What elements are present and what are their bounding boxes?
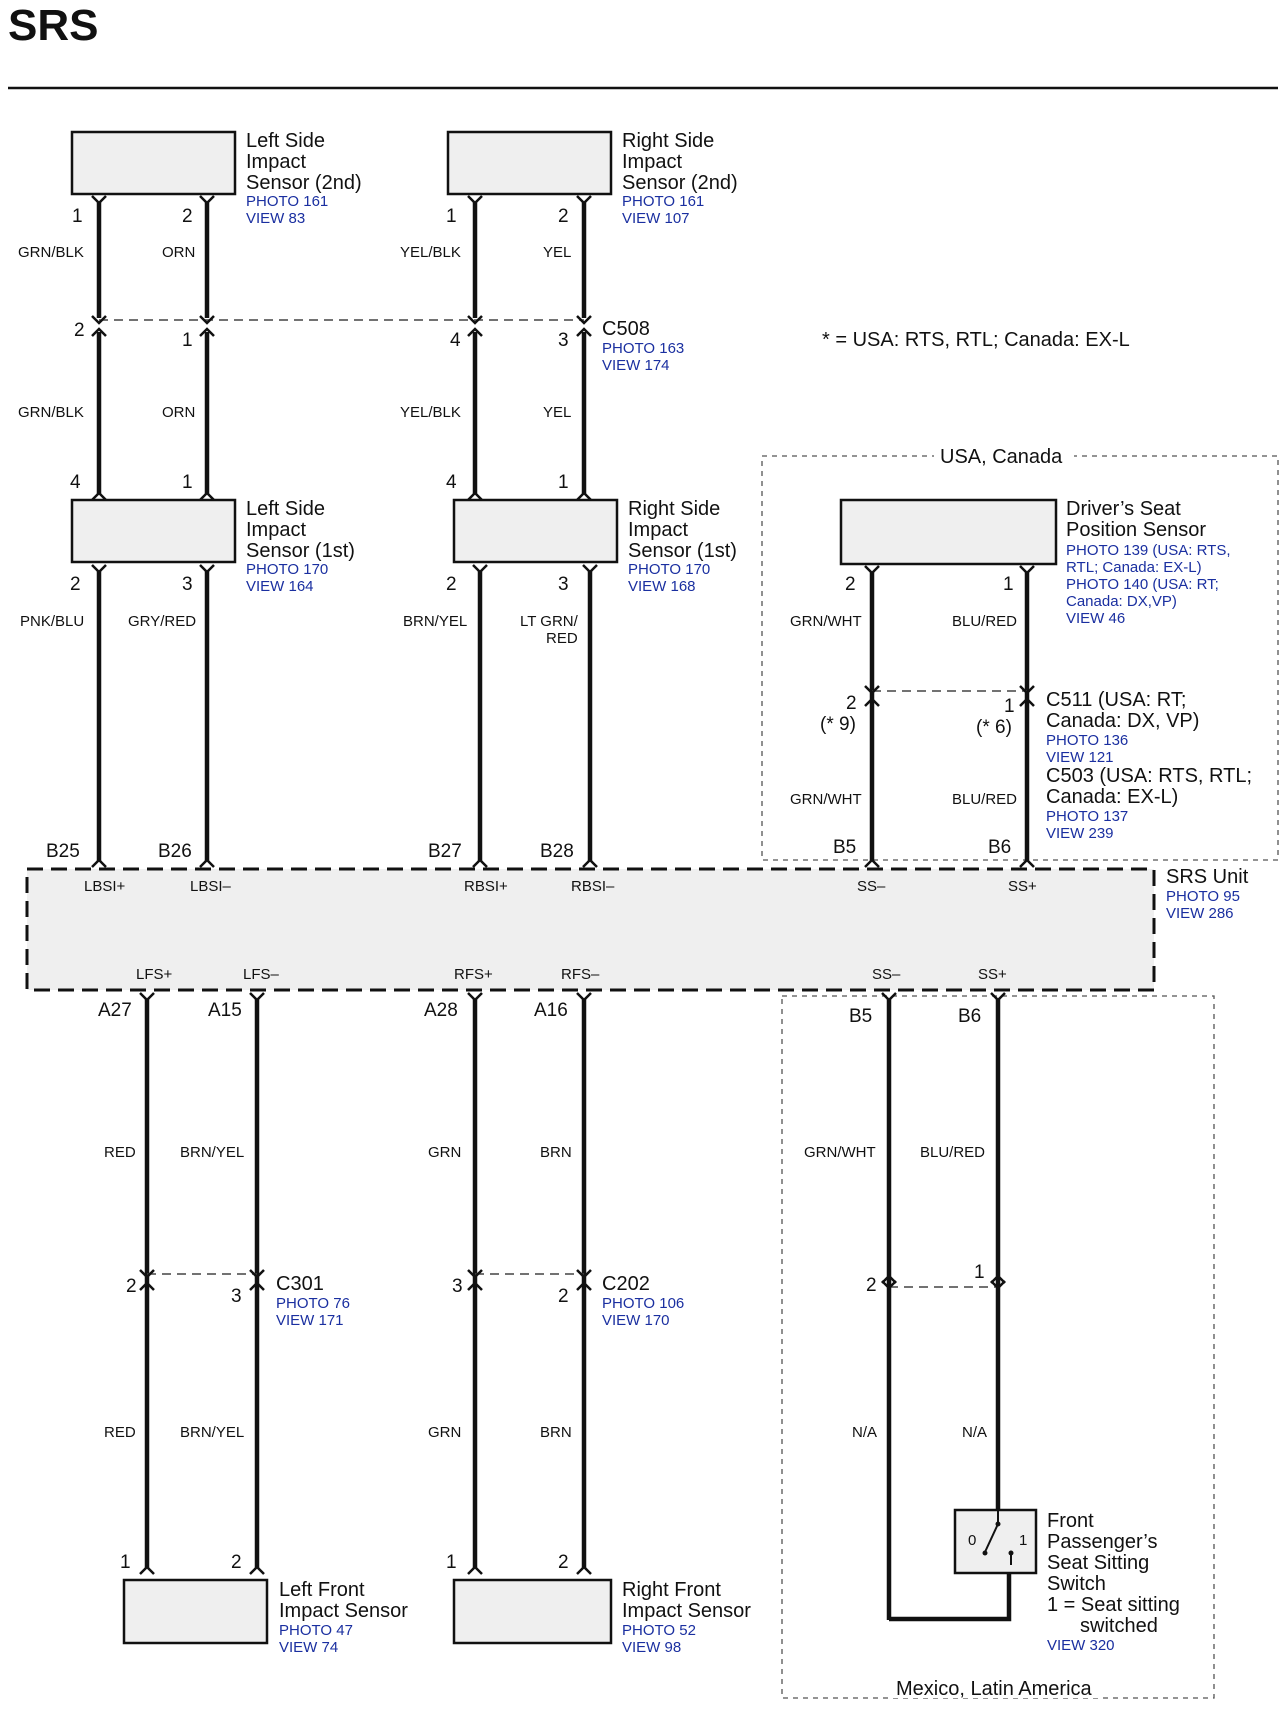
srs-pin-b25: B25	[46, 841, 80, 862]
fpss-label-6: switched	[1080, 1615, 1158, 1637]
right-front-impact-sensor	[454, 1580, 611, 1643]
wire-label-orn-1: ORN	[162, 244, 196, 261]
c511-photo: PHOTO 136	[1046, 732, 1129, 749]
wire-label-grn-wht-3: GRN/WHT	[804, 1144, 876, 1161]
c503-label-2: Canada: EX-L)	[1046, 786, 1179, 808]
c503-label-1: C503 (USA: RTS, RTL;	[1046, 765, 1252, 787]
c202-photo: PHOTO 106	[602, 1295, 685, 1312]
region-usa-canada-label: USA, Canada	[940, 446, 1063, 468]
rss1-label-2: Impact	[628, 519, 689, 541]
srs-unit-name: SRS Unit	[1166, 866, 1249, 888]
c301-pin-2: 2	[126, 1276, 137, 1297]
c508-pin-2: 2	[74, 320, 85, 341]
wire-label-grn-2: GRN	[428, 1424, 462, 1441]
wire-label-lt-grn-1: LT GRN/	[520, 613, 578, 630]
dsps-ref-3: PHOTO 140 (USA: RT;	[1066, 576, 1219, 593]
rfis-photo: PHOTO 52	[622, 1622, 696, 1639]
right-side-impact-sensor-1st	[454, 500, 617, 562]
connector-c202	[468, 1270, 591, 1290]
rfis-label-2: Impact Sensor	[622, 1600, 751, 1622]
dsps-ref-1: PHOTO 139 (USA: RTS,	[1066, 542, 1231, 559]
fpss-label-3: Seat Sitting	[1047, 1552, 1150, 1574]
srs-unit-view: VIEW 286	[1166, 905, 1234, 922]
rss1-photo: PHOTO 170	[628, 561, 711, 578]
left-side-impact-sensor-1st	[72, 500, 235, 562]
wire-label-brn-yel-1: BRN/YEL	[403, 613, 468, 630]
rfis-pin-1: 1	[446, 1552, 457, 1573]
wire-label-yel-blk-1: YEL/BLK	[400, 244, 461, 261]
dsps-ref-4: Canada: DX,VP)	[1066, 593, 1177, 610]
srs-pin-b26: B26	[158, 841, 192, 862]
c202-name: C202	[602, 1273, 650, 1295]
lss1-pin-1: 1	[182, 472, 193, 493]
wire-label-blu-red-3: BLU/RED	[920, 1144, 986, 1161]
wire-label-yel-1: YEL	[543, 244, 572, 261]
c511-label-2: Canada: DX, VP)	[1046, 710, 1200, 732]
lss2-view: VIEW 83	[246, 210, 306, 227]
drivers-seat-position-sensor	[841, 500, 1056, 564]
rss1-label-1: Right Side	[628, 498, 721, 520]
fpss-label-4: Switch	[1047, 1573, 1106, 1595]
wire-label-red-1: RED	[104, 1144, 136, 1161]
c511-pin-1: 1	[1004, 696, 1015, 717]
wire-label-na-1: N/A	[852, 1424, 878, 1441]
lss2-pin-1: 1	[72, 206, 83, 227]
rfis-pin-2: 2	[558, 1552, 569, 1573]
srs-pin-b27: B27	[428, 841, 462, 862]
srs-term-lfs-minus: LFS–	[243, 966, 279, 983]
dsps-pin-1: 1	[1003, 574, 1014, 595]
srs-pin-a15: A15	[208, 1000, 242, 1021]
lss1-pin-3: 3	[182, 574, 193, 595]
rss2-label-3: Sensor (2nd)	[622, 172, 738, 194]
wire-label-brn-yel-2: BRN/YEL	[180, 1144, 245, 1161]
wire-label-grn-blk-2: GRN/BLK	[18, 404, 84, 421]
lss1-view: VIEW 164	[246, 578, 314, 595]
left-front-impact-sensor	[124, 1580, 267, 1643]
wire-label-yel-2: YEL	[543, 404, 572, 421]
rss2-photo: PHOTO 161	[622, 193, 705, 210]
c301-photo: PHOTO 76	[276, 1295, 350, 1312]
srs-pin-b5-bot: B5	[849, 1006, 873, 1027]
connector-c301	[140, 1270, 264, 1290]
wire-label-brn-1: BRN	[540, 1144, 572, 1161]
rss2-pin-2: 2	[558, 206, 569, 227]
connector-c508	[92, 316, 591, 336]
srs-term-rbsi-minus: RBSI–	[571, 878, 615, 895]
c202-pin-3: 3	[452, 1276, 463, 1297]
rss1-pin-4: 4	[446, 472, 457, 493]
c503-photo: PHOTO 137	[1046, 808, 1129, 825]
wire-label-grn-1: GRN	[428, 1144, 462, 1161]
lfis-pin-2: 2	[231, 1552, 242, 1573]
lss1-photo: PHOTO 170	[246, 561, 329, 578]
left-side-impact-sensor-2nd	[72, 132, 235, 194]
c511-pin-2: 2	[846, 693, 857, 714]
wire-label-blu-red-1: BLU/RED	[952, 613, 1018, 630]
rss1-pin-3: 3	[558, 574, 569, 595]
fpss-label-1: Front	[1047, 1510, 1094, 1532]
page-title: SRS	[8, 1, 99, 50]
srs-term-ss-minus-top: SS–	[857, 878, 886, 895]
srs-term-rfs-minus: RFS–	[561, 966, 600, 983]
c301-view: VIEW 171	[276, 1312, 344, 1329]
lfis-photo: PHOTO 47	[279, 1622, 353, 1639]
lss2-label-1: Left Side	[246, 130, 325, 152]
dsps-pin-2: 2	[845, 574, 856, 595]
srs-unit-photo: PHOTO 95	[1166, 888, 1240, 905]
rfis-label-1: Right Front	[622, 1579, 721, 1601]
wires-bottom	[140, 993, 1009, 1620]
c202-pin-2: 2	[558, 1286, 569, 1307]
region-mexico-label: Mexico, Latin America	[896, 1678, 1092, 1700]
srs-pin-b6-bot: B6	[958, 1006, 982, 1027]
wire-label-blu-red-2: BLU/RED	[952, 791, 1018, 808]
c511-pin-1-alt: (* 6)	[976, 717, 1012, 738]
srs-term-rbsi-plus: RBSI+	[464, 878, 508, 895]
rfis-view: VIEW 98	[622, 1639, 682, 1656]
c503-view: VIEW 239	[1046, 825, 1114, 842]
c508-pin-3: 3	[558, 330, 569, 351]
fpss-label-2: Passenger’s	[1047, 1531, 1158, 1553]
srs-pin-b28: B28	[540, 841, 574, 862]
wires-low-segment	[92, 565, 597, 867]
srs-term-rfs-plus: RFS+	[454, 966, 493, 983]
c511-pin-2-alt: (* 9)	[820, 714, 856, 735]
lss2-label-2: Impact	[246, 151, 307, 173]
c301-name: C301	[276, 1273, 324, 1295]
rss1-pin-2: 2	[446, 574, 457, 595]
srs-pin-b6-top: B6	[988, 837, 1012, 858]
c508-photo: PHOTO 163	[602, 340, 685, 357]
lfis-pin-1: 1	[120, 1552, 131, 1573]
right-side-impact-sensor-2nd	[448, 132, 611, 194]
wire-label-yel-blk-2: YEL/BLK	[400, 404, 461, 421]
mx-conn-pin-2: 2	[866, 1275, 877, 1296]
lfis-label-1: Left Front	[279, 1579, 365, 1601]
wire-label-na-2: N/A	[962, 1424, 988, 1441]
lss1-label-2: Impact	[246, 519, 307, 541]
srs-pin-a28: A28	[424, 1000, 458, 1021]
srs-term-lfs-plus: LFS+	[136, 966, 173, 983]
srs-term-lbsi-plus: LBSI+	[84, 878, 126, 895]
dsps-label-2: Position Sensor	[1066, 519, 1207, 541]
wire-label-lt-grn-2: RED	[546, 630, 578, 647]
rss2-view: VIEW 107	[622, 210, 690, 227]
wire-label-grn-wht-1: GRN/WHT	[790, 613, 862, 630]
c508-view: VIEW 174	[602, 357, 670, 374]
dsps-view: VIEW 46	[1066, 610, 1126, 627]
lss2-label-3: Sensor (2nd)	[246, 172, 362, 194]
wire-label-brn-yel-3: BRN/YEL	[180, 1424, 245, 1441]
srs-pin-a27: A27	[98, 1000, 132, 1021]
lfis-view: VIEW 74	[279, 1639, 339, 1656]
mx-conn-pin-1: 1	[974, 1262, 985, 1283]
lfis-label-2: Impact Sensor	[279, 1600, 408, 1622]
rss1-label-3: Sensor (1st)	[628, 540, 737, 562]
fpss-label-5: 1 = Seat sitting	[1047, 1594, 1180, 1616]
wire-label-brn-2: BRN	[540, 1424, 572, 1441]
lss2-pin-2: 2	[182, 206, 193, 227]
c202-view: VIEW 170	[602, 1312, 670, 1329]
wire-label-orn-2: ORN	[162, 404, 196, 421]
srs-term-lbsi-minus: LBSI–	[190, 878, 231, 895]
srs-pin-b5-top: B5	[833, 837, 857, 858]
switch-pos-1: 1	[1019, 1532, 1028, 1549]
wire-label-pnk-blu: PNK/BLU	[20, 613, 85, 630]
srs-term-ss-minus-bot: SS–	[872, 966, 901, 983]
rss2-pin-1: 1	[446, 206, 457, 227]
dsps-ref-2: RTL; Canada: EX-L)	[1066, 559, 1202, 576]
c508-pin-1: 1	[182, 330, 193, 351]
rss2-label-2: Impact	[622, 151, 683, 173]
srs-term-ss-plus-bot: SS+	[978, 966, 1007, 983]
wire-label-grn-wht-2: GRN/WHT	[790, 791, 862, 808]
c508-name: C508	[602, 318, 650, 340]
c511-label-1: C511 (USA: RT;	[1046, 689, 1187, 711]
wire-label-red-2: RED	[104, 1424, 136, 1441]
connector-mexico	[882, 1276, 1005, 1288]
lss1-label-3: Sensor (1st)	[246, 540, 355, 562]
c511-view: VIEW 121	[1046, 749, 1114, 766]
lss1-label-1: Left Side	[246, 498, 325, 520]
c508-pin-4: 4	[450, 330, 461, 351]
lss1-pin-4: 4	[70, 472, 81, 493]
lss2-photo: PHOTO 161	[246, 193, 329, 210]
wire-label-gry-red: GRY/RED	[128, 613, 197, 630]
wire-label-grn-blk-1: GRN/BLK	[18, 244, 84, 261]
switch-pos-0: 0	[968, 1532, 977, 1549]
lss1-pin-2: 2	[70, 574, 81, 595]
model-note: * = USA: RTS, RTL; Canada: EX-L	[822, 329, 1130, 351]
c301-pin-3: 3	[231, 1286, 242, 1307]
rss1-view: VIEW 168	[628, 578, 696, 595]
rss1-pin-1: 1	[558, 472, 569, 493]
srs-term-ss-plus-top: SS+	[1008, 878, 1037, 895]
rss2-label-1: Right Side	[622, 130, 715, 152]
srs-pin-a16: A16	[534, 1000, 568, 1021]
fpss-view: VIEW 320	[1047, 1637, 1115, 1654]
dsps-label-1: Driver’s Seat	[1066, 498, 1181, 520]
